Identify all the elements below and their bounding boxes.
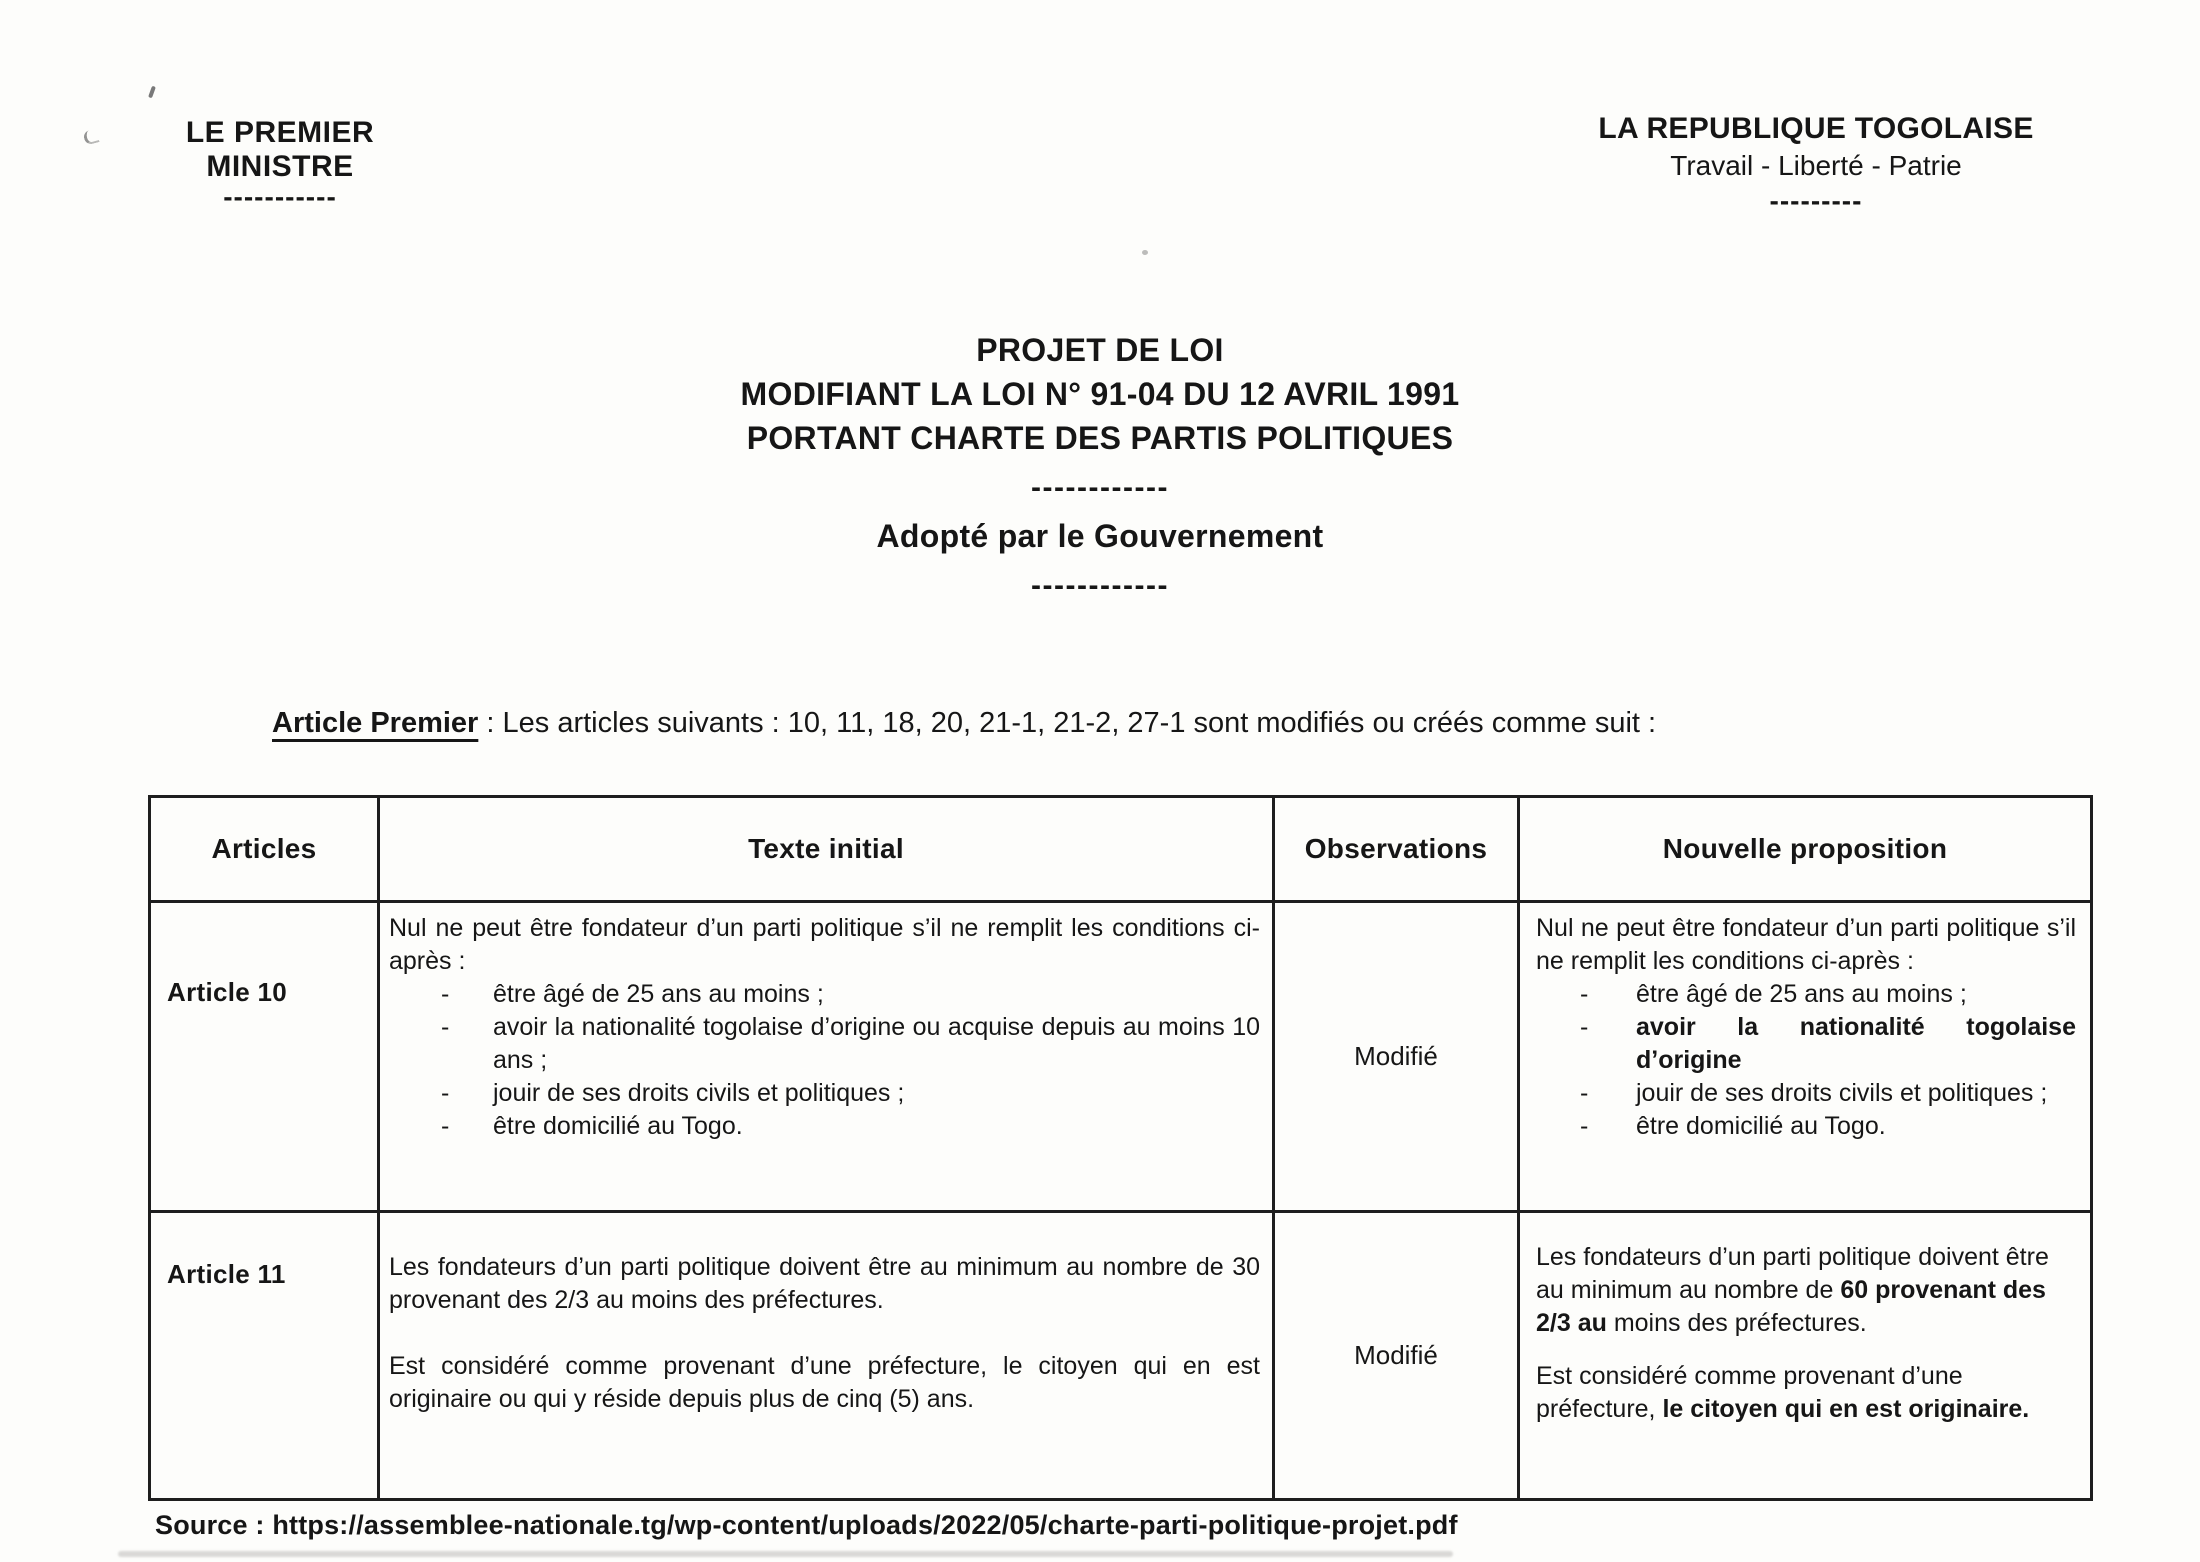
text-segment: Les fondateurs d’un parti politique doivent être au minimum au nombre de 30 provenant des 2/3 au moins des préfectures.	[389, 1253, 1260, 1314]
dash-bullet: -	[441, 1112, 450, 1140]
text-segment: jouir de ses droits civils et politiques ;	[493, 1079, 905, 1107]
observation-label: Modifié	[1354, 1340, 1438, 1370]
table-header-row	[150, 797, 2092, 902]
observation-label: Modifié	[1354, 1041, 1438, 1071]
scan-smudge	[118, 1551, 1453, 1557]
bold-text: 60 provenant des 2/3 au	[1536, 1276, 2046, 1337]
separator-dashes: ------------	[1031, 471, 1169, 504]
dash-bullet: -	[1580, 980, 1589, 1008]
text-segment: être domicilié au Togo.	[1636, 1112, 1886, 1140]
texte-initial-cell	[379, 902, 1274, 1212]
text-segment: Est considéré comme provenant d’une préfecture, le citoyen qui en est originaire ou qui y réside depuis plus de cinq (5) ans.	[389, 1352, 1260, 1413]
document-title-block	[0, 328, 2200, 612]
bullet-text	[493, 1011, 1260, 1077]
text-segment: Nul ne peut être fondateur d’un parti politique s’il ne remplit les conditions ci-après :	[1536, 914, 2076, 975]
dash-bullet: -	[441, 1079, 450, 1107]
bullet-item	[1536, 1011, 2076, 1077]
dash-bullet: -	[1580, 1013, 1589, 1041]
dash-bullet: -	[441, 980, 450, 1008]
republique-togolaise-title: LA REPUBLIQUE TOGOLAISE	[1598, 112, 2034, 145]
bold-text: avoir la nationalité togolaise d’origine	[1636, 1013, 2076, 1074]
observation-cell	[1274, 1212, 1519, 1500]
intro-text: : Les articles suivants : 10, 11, 18, 20, 21-1, 21-2, 27-1 sont modifiés ou créés comme suit :	[478, 707, 1657, 739]
column-header-texte-initial: Texte initial	[379, 797, 1274, 902]
text-segment: être domicilié au Togo.	[493, 1112, 743, 1140]
scan-speck	[148, 86, 156, 99]
bullet-item	[389, 1011, 1260, 1077]
header-right	[1593, 112, 2039, 216]
intro-label: Article Premier	[272, 707, 479, 739]
bullet-text	[1636, 1077, 2076, 1110]
column-header-observations: Observations	[1274, 797, 1519, 902]
bullet-text	[493, 1110, 1260, 1143]
text-segment: jouir de ses droits civils et politiques ;	[1636, 1079, 2048, 1107]
nouvelle-proposition-cell	[1519, 902, 2092, 1212]
text-segment: Les fondateurs d’un parti politique doivent être au minimum au nombre de	[1536, 1243, 2049, 1304]
paragraph	[1536, 912, 2076, 978]
text-segment: Nul ne peut être fondateur d’un parti politique s’il ne remplit les conditions ci-après :	[389, 914, 1260, 975]
column-header-nouvelle-proposition: Nouvelle proposition	[1519, 797, 2092, 902]
table-row	[150, 902, 2092, 1212]
paragraph	[389, 1251, 1260, 1317]
bullet-item	[389, 1077, 1260, 1110]
text-segment: être âgé de 25 ans au moins ;	[1636, 980, 1967, 1008]
bullet-item	[1536, 1077, 2076, 1110]
paragraph	[1536, 1241, 2076, 1340]
bullet-item	[1536, 1110, 2076, 1143]
texte-initial-cell	[379, 1212, 1274, 1500]
header-right-dashes: ---------	[1769, 185, 1863, 216]
dash-bullet: -	[1580, 1079, 1589, 1107]
document-subtitle: Adopté par le Gouvernement	[876, 518, 1324, 554]
premier-ministre-title: LE PREMIER MINISTRE	[185, 116, 375, 183]
bullet-text	[1636, 978, 2076, 1011]
article-label: Article 10	[167, 977, 288, 1007]
nouvelle-proposition-cell	[1519, 1212, 2092, 1500]
title-line-2: MODIFIANT LA LOI N° 91-04 DU 12 AVRIL 1991	[740, 376, 1460, 412]
text-segment: avoir la nationalité togolaise d’origine ou acquise depuis au moins 10 ans ;	[493, 1013, 1260, 1074]
text-segment: moins des préfectures.	[1606, 1309, 1867, 1337]
header-left-dashes: -----------	[223, 181, 337, 212]
articles-comparison-table	[148, 795, 2093, 1501]
article-cell	[150, 902, 379, 1212]
title-line-1: PROJET DE LOI	[976, 332, 1224, 368]
paragraph	[389, 1350, 1260, 1416]
bullet-text	[493, 1077, 1260, 1110]
scan-speck	[82, 128, 99, 145]
paragraph	[389, 912, 1260, 978]
paragraph	[1536, 1360, 2076, 1426]
bullet-text	[493, 978, 1260, 1011]
intro-paragraph	[272, 704, 1972, 742]
article-cell	[150, 1212, 379, 1500]
bullet-text	[1636, 1011, 2076, 1077]
header-left	[112, 116, 448, 212]
bold-text: le citoyen qui en est originaire.	[1662, 1395, 2030, 1423]
scan-speck	[1142, 250, 1148, 255]
dash-bullet: -	[1580, 1112, 1589, 1140]
source-line: Source : https://assemblee-nationale.tg/wp-content/uploads/2022/05/charte-parti-politique-projet.pdf	[155, 1510, 1458, 1540]
article-label: Article 11	[167, 1259, 286, 1289]
text-segment: Est considéré comme provenant d’une préfecture,	[1536, 1362, 1963, 1423]
table-row	[150, 1212, 2092, 1500]
national-motto: Travail - Liberté - Patrie	[1670, 150, 1962, 181]
table-body	[150, 902, 2092, 1500]
title-line-3: PORTANT CHARTE DES PARTIS POLITIQUES	[746, 420, 1454, 456]
dash-bullet: -	[441, 1013, 450, 1041]
separator-dashes: ------------	[1031, 569, 1169, 602]
bullet-item	[1536, 978, 2076, 1011]
observation-cell	[1274, 902, 1519, 1212]
bullet-item	[389, 1110, 1260, 1143]
bullet-item	[389, 978, 1260, 1011]
column-header-articles: Articles	[150, 797, 379, 902]
text-segment: être âgé de 25 ans au moins ;	[493, 980, 824, 1008]
bullet-text	[1636, 1110, 2076, 1143]
